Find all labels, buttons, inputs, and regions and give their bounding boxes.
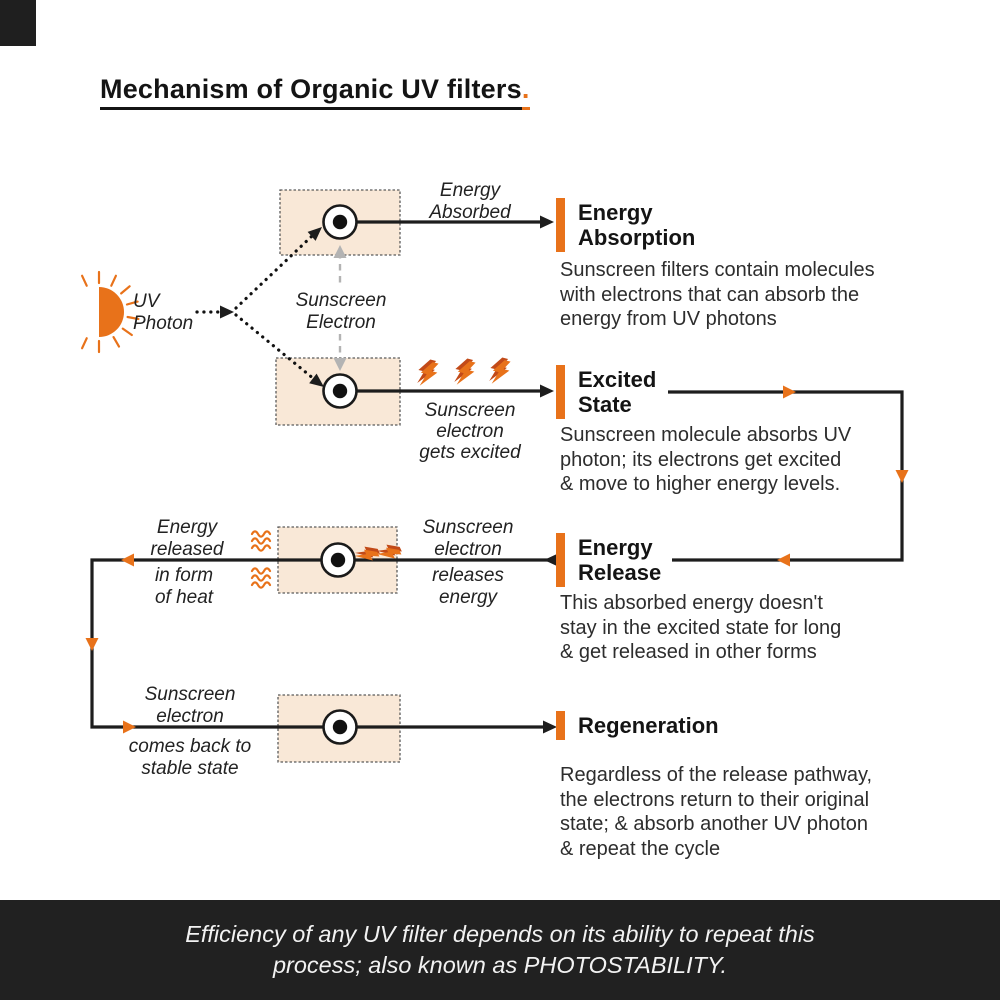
electron-icon-2	[324, 375, 357, 408]
title-text: Mechanism of Organic UV filters	[100, 74, 522, 110]
section-heading-energy-release: Energy Release	[556, 533, 661, 587]
label-energy-absorbed: Energy Absorbed	[429, 180, 511, 223]
arrowhead-regeneration-end	[543, 721, 557, 734]
molecule-boxes	[276, 190, 400, 762]
accent-bar-energy-release	[556, 533, 565, 587]
arrowhead-excited	[540, 385, 554, 398]
footer-line-2: process; also known as PHOTOSTABILITY.	[272, 952, 728, 978]
arrow-down-right	[896, 470, 909, 483]
section-heading-excited-state: Excited State	[556, 365, 656, 419]
arrow-left-mid	[777, 554, 790, 567]
label-sunscreen-electron: Sunscreen Electron	[295, 290, 387, 333]
arrow-down-left	[86, 638, 99, 651]
uv-sun-icon	[82, 272, 138, 352]
label-releases-energy-top: Sunscreen electron	[422, 517, 514, 560]
arrow-right-regen	[123, 721, 136, 734]
accent-bar-energy-absorption	[556, 198, 565, 252]
excitation-bolts-icon	[415, 355, 512, 389]
electron-icon-4	[324, 711, 357, 744]
electron-icon-1	[324, 206, 357, 239]
title-period-accent: .	[522, 74, 530, 110]
label-comes-back-bottom: comes back to stable state	[128, 736, 252, 779]
label-uv-photon: UV Photon	[133, 291, 194, 334]
label-energy-released: Energy released	[150, 517, 224, 560]
label-in-form-of-heat: in form of heat	[154, 565, 214, 608]
section-heading-regeneration: Regeneration	[556, 711, 719, 740]
footer-banner	[0, 900, 1000, 1000]
electron-icon-3	[322, 544, 355, 577]
arrowhead-energy-absorbed	[540, 216, 554, 229]
label-gets-excited: Sunscreen electron gets excited	[419, 400, 521, 463]
black-arrowheads	[540, 216, 558, 734]
arrow-right-top	[783, 386, 796, 399]
accent-bar-excited-state	[556, 365, 565, 419]
section-body-excited-state: Sunscreen molecule absorbs UV photon; its electrons get excited & move to higher energy levels.	[560, 424, 852, 495]
section-heading-energy-absorption: Energy Absorption	[556, 198, 695, 252]
section-body-energy-release: This absorbed energy doesn't stay in the excited state for long & get released in other forms	[560, 592, 842, 663]
section-body-energy-absorption: Sunscreen filters contain molecules with electrons that can absorb the energy from UV photons	[560, 259, 875, 330]
label-releases-energy-bottom: releases energy	[432, 565, 504, 608]
arrow-left-release	[121, 554, 134, 567]
electron-icons	[322, 206, 357, 744]
accent-bar-regeneration	[556, 711, 565, 740]
footer-line-1: Efficiency of any UV filter depends on its ability to repeat this	[185, 921, 815, 947]
section-body-regeneration: Regardless of the release pathway, the electrons return to their original state; & absorb another UV photon & repeat the cycle	[560, 764, 873, 860]
label-comes-back-top: Sunscreen electron	[144, 684, 236, 727]
